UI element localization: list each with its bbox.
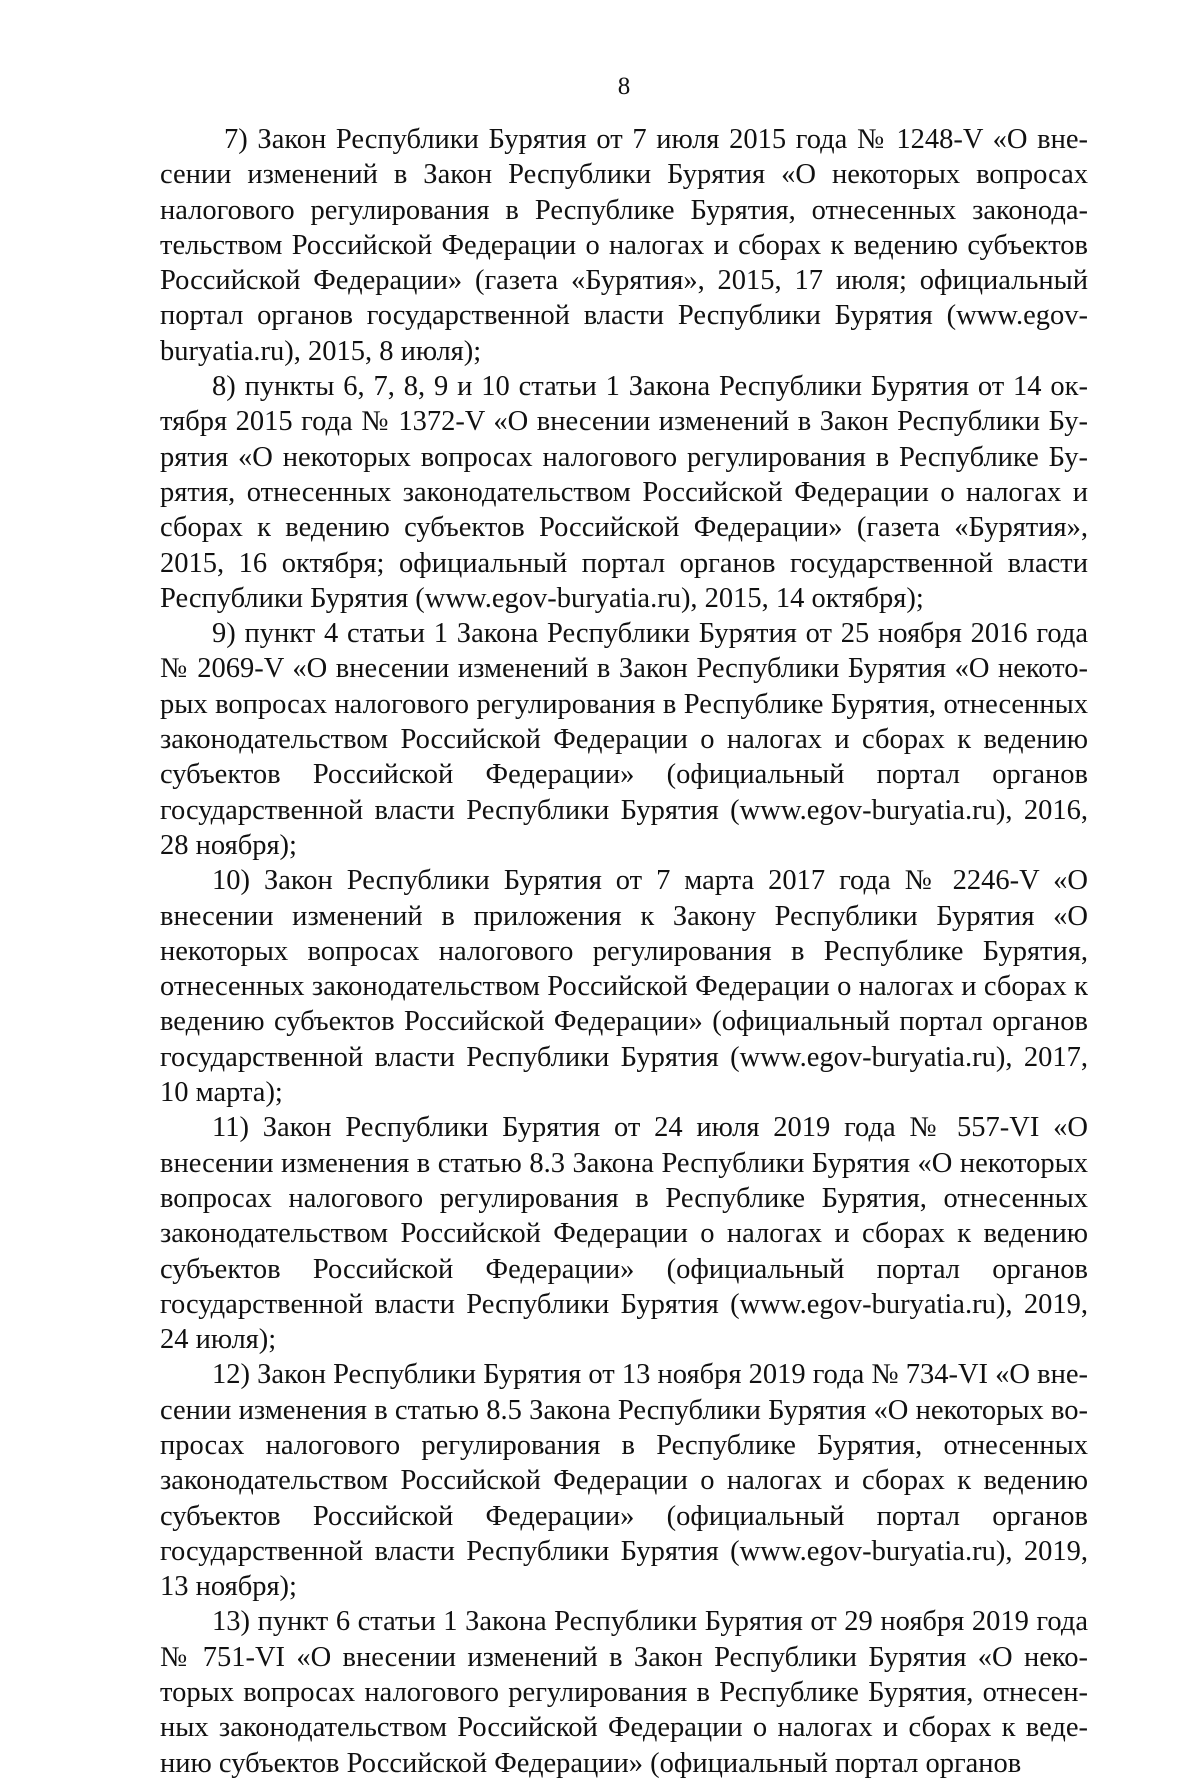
list-item-7: 7) Закон Республики Бурятия от 7 июля 2015 года № 1248-V «О внесении изменений в Закон Республики Бурятия «О некоторых вопросах налогового регулирования в Республике Бурятия, отнесенных законодательством Российской Федерации о налогах и сборах к ведению субъектов Российской Федерации» (газета «Бурятия», 2015, 17 июля; официальный портал органов государственной власти Республики Бурятия (www.egov-buryatia.ru), 2015, 8 июля); bbox=[160, 124, 1088, 367]
list-item-13: 13) пункт 6 статьи 1 Закона Республики Бурятия от 29 ноября 2019 года № 751-VI «О внесении изменений в Закон Республики Бурятия «О некоторых вопросах налогового регулирования в Республике Бурятия, отнесенных законодательством Российской Федерации о налогах и сборах к ведению субъектов Российской Федерации» (официальный портал органов bbox=[160, 1606, 1088, 1779]
page-number: 8 bbox=[617, 73, 631, 100]
list-item-8: 8) пункты 6, 7, 8, 9 и 10 статьи 1 Закона Республики Бурятия от 14 октября 2015 года № 1372-V «О внесении изменений в Закон Республики Бурятия «О некоторых вопросах налогового регулирования в Республике Бурятия, отнесенных законодательством Российской Федерации о налогах и сборах к ведению субъектов Российской Федерации» (газета «Бурятия», 2015, 16 октября; официальный портал органов государственной власти Республики Бурятия (www.egov-buryatia.ru), 2015, 14 октября); bbox=[160, 371, 1088, 614]
list-item-12: 12) Закон Республики Бурятия от 13 ноября 2019 года № 734-VI «О внесении изменения в статью 8.5 Закона Республики Бурятия «О некоторых вопросах налогового регулирования в Республике Бурятия, отнесенных законодательством Российской Федерации о налогах и сборах к ведению субъектов Российской Федерации» (официальный портал органов государственной власти Республики Бурятия (www.egov-buryatia.ru), 2019, 13 ноября); bbox=[160, 1359, 1088, 1603]
list-item-9: 9) пункт 4 статьи 1 Закона Республики Бурятия от 25 ноября 2016 года № 2069-V «О внесении изменений в Закон Республики Бурятия «О некоторых вопросах налогового регулирования в Республике Бурятия, отнесенных законодательством Российской Федерации о налогах и сборах к ведению субъектов Российской Федерации» (официальный портал органов государственной власти Республики Бурятия (www.egov-buryatia.ru), 2016, 28 ноября); bbox=[160, 618, 1088, 861]
list-item-10: 10) Закон Республики Бурятия от 7 марта 2017 года № 2246-V «О внесении изменений в приложения к Закону Республики Бурятия «О некоторых вопросах налогового регулирования в Республике Бурятия, отнесенных законодательством Российской Федерации о налогах и сборах к ведению субъектов Российской Федерации» (официальный портал органов государственной власти Республики Бурятия (www.egov-buryatia.ru), 2017, 10 марта); bbox=[160, 865, 1088, 1109]
list-item-11: 11) Закон Республики Бурятия от 24 июля 2019 года № 557-VI «О внесении изменения в статью 8.3 Закона Республики Бурятия «О некоторых вопросах налогового регулирования в Республике Бурятия, отнесенных законодательством Российской Федерации о налогах и сборах к ведению субъектов Российской Федерации» (официальный портал органов государственной власти Республики Бурятия (www.egov-buryatia.ru), 2019, 24 июля); bbox=[160, 1112, 1088, 1356]
